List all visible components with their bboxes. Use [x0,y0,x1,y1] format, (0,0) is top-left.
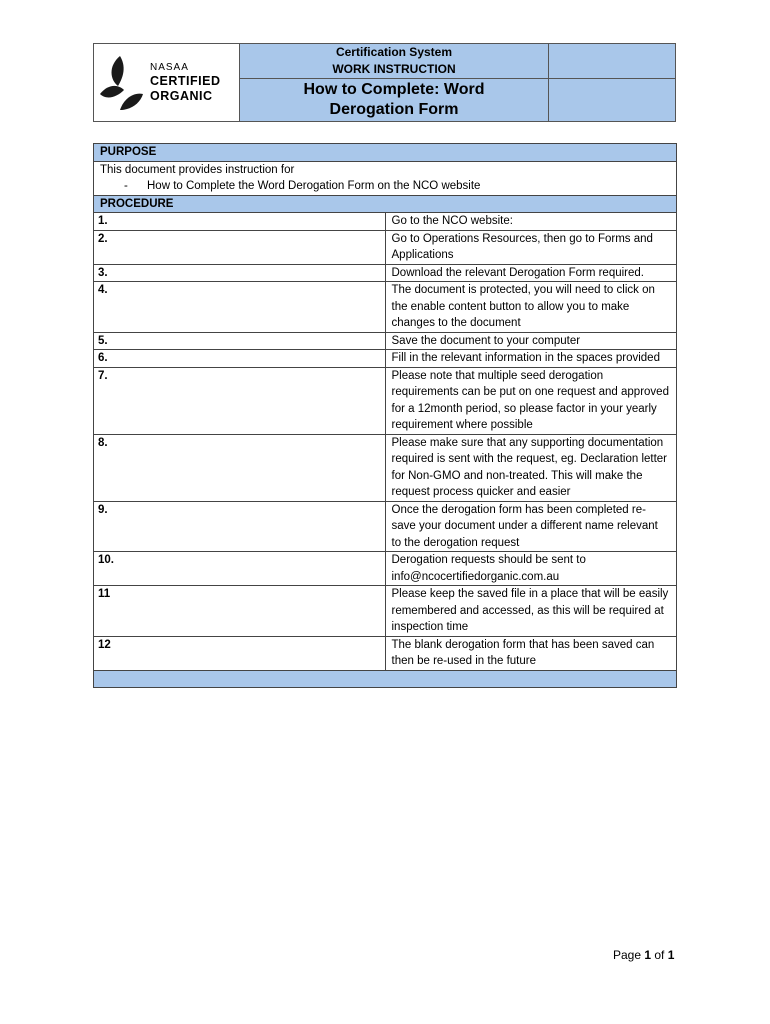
step-text: Save the document to your computer [385,332,677,350]
step-number: 8. [94,434,386,501]
page-of: of [651,948,668,962]
procedure-step [94,552,677,586]
system-name: Certification System [335,45,453,59]
step-text: Derogation requests should be sent to info@ncocertifiedorganic.com.au [385,552,677,586]
header-empty-cell-1 [549,44,676,79]
step-text: Fill in the relevant information in the spaces provided [385,350,677,368]
document-title-line-2: Derogation Form [329,101,459,118]
page-current: 1 [644,948,652,962]
step-number: 5. [94,332,386,350]
page-label: Page [613,948,645,962]
procedure-step [94,367,677,434]
procedure-step [94,586,677,637]
step-text: Once the derogation form has been completed re-save your document under a different name relevant to the derogation request [385,501,677,552]
step-text: Go to Operations Resources, then go to Forms and Applications [385,230,677,264]
step-text: Please keep the saved file in a place that will be easily remembered and accessed, as this will be required at inspection time [385,586,677,637]
purpose-heading: PURPOSE [94,144,677,162]
step-number: 10. [94,552,386,586]
leaf-icon [98,54,144,112]
header-empty-cell-2 [549,79,676,122]
purpose-intro: This document provides instruction for [100,163,295,176]
step-number: 9. [94,501,386,552]
logo-certified: CERTIFIED [150,74,221,88]
procedure-step [94,434,677,501]
step-text: Go to the NCO website: [385,213,677,231]
system-cell [240,44,549,79]
table-footer-bar [94,670,677,687]
step-text: Download the relevant Derogation Form required. [385,264,677,282]
page-number [613,948,674,962]
step-number: 3. [94,264,386,282]
document-type: WORK INSTRUCTION [332,62,456,76]
step-text: The blank derogation form that has been saved can then be re-used in the future [385,636,677,670]
step-number: 11 [94,586,386,637]
procedure-step [94,264,677,282]
purpose-body [94,161,677,195]
procedure-step [94,501,677,552]
step-text: Please note that multiple seed derogation requirements can be put on one request and approved for a 12month period, so please factor in your yearly requirement where possible [385,367,677,434]
step-number: 12 [94,636,386,670]
page-total: 1 [667,948,675,962]
step-number: 4. [94,282,386,333]
instruction-table [93,143,677,688]
step-number: 7. [94,367,386,434]
procedure-step [94,230,677,264]
logo-nasaa: NASAA [150,62,189,73]
procedure-step [94,332,677,350]
nasaa-logo [94,54,239,112]
document-header [93,43,676,122]
procedure-step [94,636,677,670]
logo-cell [94,44,240,122]
step-text: Please make sure that any supporting documentation required is sent with the request, eg. Declaration letter for Non-GMO and non-treated. This will make the request process quicker and easier [385,434,677,501]
step-number: 6. [94,350,386,368]
step-number: 2. [94,230,386,264]
procedure-heading: PROCEDURE [94,195,677,213]
procedure-step [94,213,677,231]
step-number: 1. [94,213,386,231]
document-title-line-1: How to Complete: Word [303,81,485,98]
logo-organic: ORGANIC [150,89,213,103]
procedure-step [94,282,677,333]
purpose-bullet: - How to Complete the Word Derogation Form on the NCO website [124,180,481,192]
procedure-step [94,350,677,368]
step-text: The document is protected, you will need to click on the enable content button to allow you to make changes to the document [385,282,677,333]
title-cell [240,79,549,122]
